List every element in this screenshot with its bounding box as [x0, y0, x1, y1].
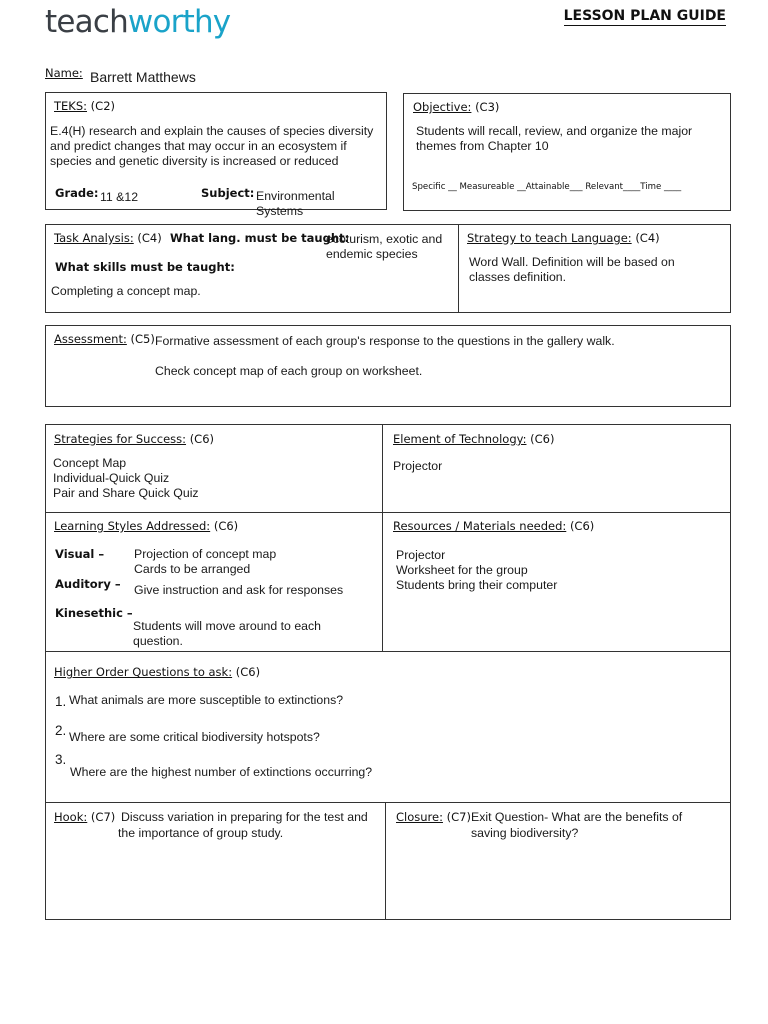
question-number: 1.	[55, 694, 67, 709]
subject-value: Environmental Systems	[256, 189, 335, 218]
subject-label: Subject:	[201, 186, 255, 200]
assessment-line-1: Formative assessment of each group's response to the questions in the gallery walk.	[155, 334, 615, 348]
list-item: Concept Map	[53, 456, 127, 470]
smart-criteria: Specific __ Measureable __Attainable___ Relevant____Time ____	[412, 182, 682, 192]
closure-line-2: saving biodiversity?	[471, 826, 579, 840]
strategies-success-heading: Strategies for Success: (C6)	[54, 432, 215, 446]
auditory-text: Give instruction and ask for responses	[134, 583, 344, 597]
strategy-language-text: Word Wall. Definition will be based on classes definition.	[469, 255, 675, 284]
resources-list	[396, 548, 557, 593]
list-item: Pair and Share Quick Quiz	[53, 486, 199, 500]
grade-label: Grade:	[55, 186, 99, 200]
kinesthetic-text: Students will move around to each question.	[133, 619, 321, 648]
page-title: LESSON PLAN GUIDE	[563, 8, 726, 24]
resources-heading: Resources / Materials needed: (C6)	[393, 519, 595, 533]
hoq-heading: Higher Order Questions to ask: (C6)	[54, 665, 261, 679]
assessment-heading: Assessment: (C5)	[54, 332, 155, 346]
visual-text: Projection of concept map Cards to be arranged	[134, 547, 277, 576]
lang-value: ecoturism, exotic and endemic species	[326, 232, 443, 261]
skills-value: Completing a concept map.	[51, 284, 201, 298]
name-label: Name:	[45, 66, 83, 80]
question-text: Where are the highest number of extinctions occurring?	[70, 765, 373, 779]
grade-value: 11 &12	[100, 190, 139, 204]
hook-line-2: the importance of group study.	[118, 826, 284, 840]
list-item: Students bring their computer	[396, 578, 558, 592]
objective-text: Students will recall, review, and organize the major themes from Chapter 10	[416, 124, 693, 153]
lang-label: What lang. must be taught:	[170, 231, 350, 245]
teks-text: E.4(H) research and explain the causes of species diversity and predict changes that may occur in an ecosystem if species and genetic diversity is increased or reduced	[50, 124, 374, 168]
teks-heading: TEKS: (C2)	[54, 99, 115, 113]
skills-label: What skills must be taught:	[55, 260, 235, 274]
question-text: What animals are more susceptible to extinctions?	[69, 693, 344, 707]
strategy-language-heading: Strategy to teach Language: (C4)	[467, 231, 660, 245]
question-number: 3.	[55, 752, 67, 767]
closure-line-1: Exit Question- What are the benefits of	[471, 810, 683, 824]
hook-line-1: Discuss variation in preparing for the test and	[121, 810, 368, 824]
learning-styles-heading: Learning Styles Addressed: (C6)	[54, 519, 239, 533]
assessment-line-2: Check concept map of each group on worksheet.	[155, 364, 423, 378]
closure-heading: Closure: (C7)	[396, 810, 471, 824]
kinesthetic-label: Kinesethic –	[55, 606, 133, 620]
strategies-success-list	[53, 456, 199, 501]
hook-heading: Hook: (C7)	[54, 810, 116, 824]
teachworthy-logo: teachworthy	[45, 4, 231, 40]
task-analysis-heading: Task Analysis: (C4)	[54, 231, 162, 245]
question-number: 2.	[55, 723, 67, 738]
technology-heading: Element of Technology: (C6)	[393, 432, 555, 446]
list-item: Individual-Quick Quiz	[53, 471, 170, 485]
list-item: Projector	[396, 548, 446, 562]
question-text: Where are some critical biodiversity hotspots?	[69, 730, 320, 744]
auditory-label: Auditory –	[55, 577, 121, 591]
technology-text: Projector	[393, 459, 443, 473]
list-item: Worksheet for the group	[396, 563, 528, 577]
name-value: Barrett Matthews	[90, 69, 196, 85]
visual-label: Visual –	[55, 547, 105, 561]
objective-heading: Objective: (C3)	[413, 100, 500, 114]
